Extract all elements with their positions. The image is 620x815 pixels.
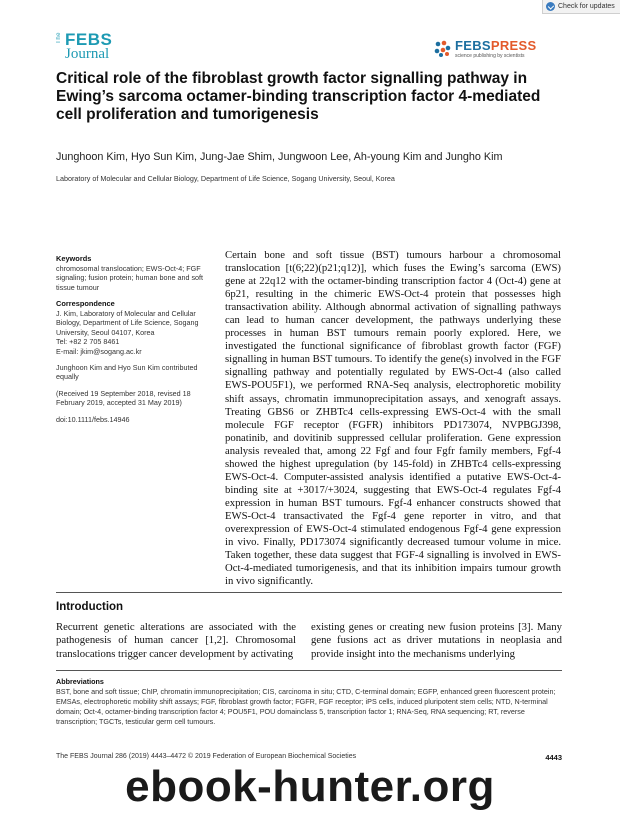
page-number: 4443	[545, 753, 562, 762]
abstract-text: Certain bone and soft tissue (BST) tumours harbour a chromosomal translocation [t(6;22)(p21;q12)], which fuses the Ewing’s sarcoma (EWS) gene at 22q12 with the octamer-binding transcription factor 4 (Oct-4) gene at 6p21, resulting in the chimeric EWS-Oct-4 protein that possesses high transactivation ability. Although abnormal activation of signalling pathways can lead to human cancer development, the pathways underlying these processes in human BST tumours remain poorly explored. Here, we investigated the functional significance of fibroblast growth factor (FGF) signalling in human BST tumours. To identify the gene(s) involved in the FGF signalling pathway and potentially regulated by EWS-Oct-4 (also called EWS-POU5F1), we performed RNA-Seq analysis, electrophoretic mobility shift assays, chromatin immunoprecipitation assays, and xenograft assays. Treating GBS6 or ZHBTc4 cells-expressing EWS-Oct-4 with the small molecule FGF receptor (FGFR) inhibitors PD173074, NVPBGJ398, ponatinib, and dovitinib suppressed cellular proliferation. Gene expression analysis revealed that, among 22 Fgf and four Fgfr family members, Fgf-4 showed the highest upregulation (by 145-fold) in ZHBTc4 cells-expressing EWS-Oct-4. Computer-assisted analysis identified a putative EWS-Oct-4-binding site at +3017/+3024, suggesting that EWS-Oct-4 regulates Fgf-4 expression in human BST tumours. Fgf-4 enhancer constructs showed that EWS-Oct-4 transactivated the Fgf-4 gene reporter in vitro, and that overexpression of EWS-Oct-4 stimulated endogenous Fgf-4 gene expression in vivo. Finally, PD173074 significantly decreased tumour volume in mice. Taken together, these data suggest that FGF-4 signalling is involved in EWS-Oct-4-mediated tumorigenesis, and that its inhibition impairs tumour growth in vivo significantly.	[225, 249, 561, 588]
update-check-icon	[546, 2, 555, 11]
febs-press-press: PRESS	[490, 38, 537, 53]
correspondence-email[interactable]: E-mail: jkim@sogang.ac.kr	[56, 346, 142, 356]
abbreviations-text: BST, bone and soft tissue; ChIP, chromatin immunoprecipitation; CIS, carcinoma in situ; CTD, C-terminal domain; EGFP, enhanced green fluorescent protein; EMSAs, electrophoretic mobility shift assays; FGF, fibroblast growth factor; FGFR, FGF receptor; iPS cells, induced pluripotent stem cells; NTD, N-terminal domain; Oct-4, octamer-binding transcription factor 4; POU5F1, POU domainclass 5, transcription factor 1; RNA-Seq, RNA sequencing; RT, reverse transcription; TGCTs, testicular germ cell tumours.	[56, 687, 556, 726]
keywords-text: chromosomal translocation; EWS-Oct-4; FGF signaling; fusion protein; human bone and soft tissue tumour	[56, 263, 204, 292]
abbreviations-heading: Abbreviations	[56, 677, 104, 686]
introduction-heading: Introduction	[56, 601, 124, 613]
journal-logo-journal: Journal	[65, 46, 110, 62]
check-for-updates-label: Check for updates	[558, 2, 615, 10]
febs-press-febs: FEBS	[455, 38, 491, 53]
febs-press-mark-icon	[432, 38, 452, 58]
journal-logo-the: The	[56, 32, 62, 44]
correspondence-heading: Correspondence	[56, 299, 115, 309]
author-list: Junghoon Kim, Hyo Sun Kim, Jung-Jae Shim, Jungwoon Lee, Ah-young Kim and Jungho Kim	[56, 151, 503, 163]
doi-link[interactable]: doi:10.1111/febs.14946	[56, 414, 130, 424]
febs-press-tagline: science publishing by scientists	[455, 53, 525, 59]
journal-logo-febs: FEBS	[65, 30, 113, 49]
check-for-updates-badge[interactable]	[542, 0, 620, 14]
article-sidebar	[56, 254, 212, 431]
correspondence-tel: Tel: +82 2 705 8461	[56, 337, 120, 347]
footer-citation: The FEBS Journal 286 (2019) 4443–4472 © 2019 Federation of European Biochemical Societies	[56, 753, 357, 760]
keywords-heading: Keywords	[56, 254, 92, 263]
section-divider-top	[56, 592, 562, 593]
affiliation: Laboratory of Molecular and Cellular Biology, Department of Life Science, Sogang University, Seoul, Korea	[56, 174, 395, 183]
watermark-text: ebook-hunter.org	[125, 762, 495, 811]
page-footer	[56, 753, 562, 762]
received-dates: (Received 19 September 2018, revised 18 February 2019, accepted 31 May 2019)	[56, 388, 191, 408]
abbreviations-block	[56, 677, 562, 727]
febs-journal-logo	[56, 30, 126, 64]
febs-press-logo	[432, 36, 544, 62]
introduction-column-2: existing genes or creating new fusion proteins [3]. Many gene fusions act as driver mutations in neoplasia and provide insight into the mechanisms underlying	[311, 621, 562, 660]
keywords-block	[56, 254, 212, 292]
correspondence-address: J. Kim, Laboratory of Molecular and Cellular Biology, Department of Life Science, Sogang University, Seoul 04107, Korea	[56, 309, 199, 337]
febs-press-name	[455, 38, 536, 53]
contribution-note: Junghoon Kim and Hyo Sun Kim contributed equally	[56, 363, 198, 382]
section-divider-abbreviations	[56, 670, 562, 671]
introduction-column-1: Recurrent genetic alterations are associated with the pathogenesis of human cancer [1,2]. Chromosomal translocations trigger cancer development by activating	[56, 621, 296, 660]
article-title: Critical role of the fibroblast growth factor signalling pathway in Ewing’s sarcoma octamer-binding transcription factor 4-mediated cell proliferation and tumorigenesis	[56, 70, 541, 123]
correspondence-block	[56, 299, 212, 356]
